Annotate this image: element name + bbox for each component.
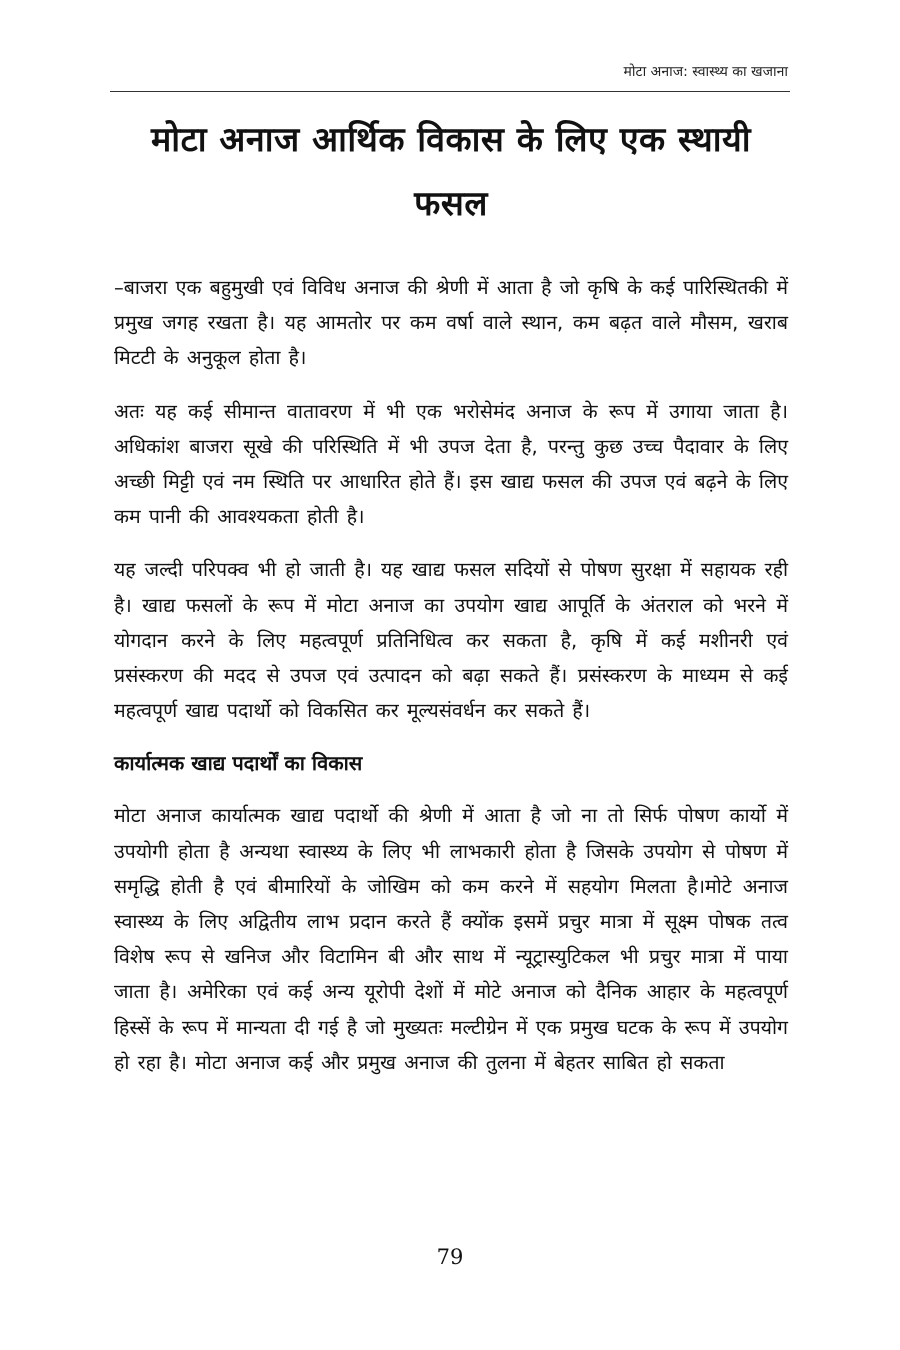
page-number: 79 bbox=[436, 1245, 464, 1269]
section-heading: कार्यात्मक खाद्य पदार्थों का विकास bbox=[114, 751, 363, 776]
page-content bbox=[114, 108, 788, 1098]
header-rule bbox=[110, 91, 790, 92]
paragraph-2: अतः यह कई सीमान्त वातावरण में भी एक भरोसेमंद अनाज के रूप में उगाया जाता है। अधिकांश बाजरा सूखे की परिस्थिति में भी उपज देता है, परन्तु कुछ उच्च पैदावार के लिए अच्छी मिट्टी एवं नम स्थिति पर आधारित होते हैं। इस खाद्य फसल की उपज एवं बढ़ने के लिए कम पानी की आवश्यकता होती है। bbox=[114, 399, 788, 529]
section-paragraph: मोटा अनाज कार्यात्मक खाद्य पदार्थो की श्रेणी में आता है जो ना तो सिर्फ पोषण कार्यो में उपयोगी होता है अन्यथा स्वास्थ्य के लिए भी लाभकारी होता है जिसके उपयोग से पोषण में समृद्धि होती है एवं बीमारियों के जोखिम को कम करने में सहयोग मिलता है।मोटे अनाज स्वास्थ्य के लिए अद्वितीय लाभ प्रदान करते हैं क्योंक इसमें प्रचुर मात्रा में सूक्ष्म पोषक तत्व विशेष रूप से खनिज और विटामिन बी और साथ में न्यूट्रास्युटिकल भी प्रचुर मात्रा में पाया जाता है। अमेरिका एवं कई अन्य यूरोपी देशों में मोटे अनाज को दैनिक आहार के महत्वपूर्ण हिस्सें के रूप में मान्यता दी गई है जो मुख्यतः मल्टीग्रेन में एक प्रमुख घटक के रूप में उपयोग हो रहा है। मोटा अनाज कई और प्रमुख अनाज की तुलना में बेहतर साबित हो सकता bbox=[114, 804, 788, 1074]
paragraph-3: यह जल्दी परिपक्व भी हो जाती है। यह खाद्य फसल सदियों से पोषण सुरक्षा में सहायक रही है। खाद्य फसलों के रूप में मोटा अनाज का उपयोग खाद्य आपूर्ति के अंतराल को भरने में योगदान करने के लिए महत्वपूर्ण प्रतिनिधित्व कर सकता है, कृषि में कई मशीनरी एवं प्रसंस्करण की मदद से उपज एवं उत्पादन को बढ़ा सकते हैं। प्रसंस्करण के माध्यम से कई महत्वपूर्ण खाद्य पदार्थो को विकसित कर मूल्यसंवर्धन कर सकते हैं। bbox=[114, 558, 788, 723]
paragraph-1: –बाजरा एक बहुमुखी एवं विविध अनाज की श्रेणी में आता है जो कृषि के कई पारिस्थितकी में प्रमुख जगह रखता है। यह आमतोर पर कम वर्षा वाले स्थान, कम बढ़त वाले मौसम, खराब मिटटी के अनुकूल होता है। bbox=[114, 276, 788, 370]
running-header: मोटा अनाज: स्वास्थ्य का खजाना bbox=[623, 64, 788, 80]
page-title: मोटा अनाज आर्थिक विकास के लिए एक स्थायी फसल bbox=[150, 120, 752, 224]
